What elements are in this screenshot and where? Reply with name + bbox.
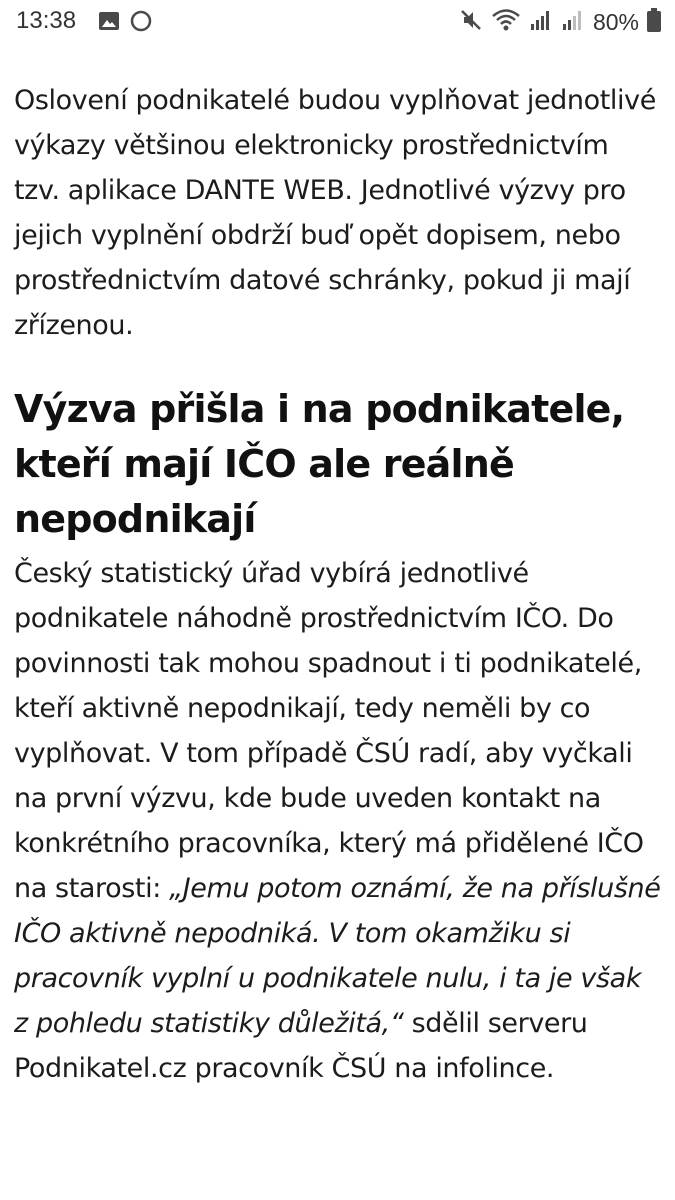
article-body bbox=[14, 78, 662, 1091]
wifi-icon bbox=[491, 8, 521, 36]
status-left-icons bbox=[98, 10, 152, 36]
image-icon bbox=[98, 11, 120, 35]
paragraph-2-quote: „Jemu potom oznámí, že na příslušné IČO aktivně nepodniká. V tom okamžiku si pracovník vyplní u podnikatele nulu, i ta je však z pohledu statistiky důležitá,“ bbox=[14, 873, 661, 1039]
article-paragraph-2 bbox=[14, 551, 662, 1091]
signal-icon bbox=[529, 8, 553, 36]
battery-icon bbox=[647, 8, 661, 36]
battery-percent: 80% bbox=[592, 8, 639, 35]
moon-icon bbox=[130, 10, 152, 36]
status-bar bbox=[0, 0, 675, 46]
paragraph-2-tail: sdělil serveru Podnikatel.cz pracovník ČSÚ na infolince. bbox=[14, 1008, 588, 1084]
paragraph-2-lead: Český statistický úřad vybírá jednotlivé podnikatele náhodně prostřednictvím IČO. Do povinnosti tak mohou spadnout i ti podnikatelé, kteří aktivně nepodnikají, tedy neměli by co vyplňovat. V tom případě ČSÚ radí, aby vyčkali na první výzvu, kde bude uveden kontakt na konkrétního pracovníka, který má přidělené IČO na starosti: bbox=[14, 558, 644, 904]
status-right bbox=[459, 8, 661, 36]
signal-icon-2 bbox=[561, 8, 585, 36]
mute-icon bbox=[459, 8, 483, 36]
article-heading: Výzva přišla i na podnikatele, kteří mají IČO ale reálně nepodnikají bbox=[14, 387, 625, 541]
article-paragraph: Oslovení podnikatelé budou vyplňovat jednotlivé výkazy většinou elektronicky prostřednictvím tzv. aplikace DANTE WEB. Jednotlivé výzvy pro jejich vyplnění obdrží buď opět dopisem, nebo prostřednictvím datové schránky, pokud ji mají zřízenou. bbox=[14, 85, 656, 341]
status-time: 13:38 bbox=[16, 7, 77, 34]
